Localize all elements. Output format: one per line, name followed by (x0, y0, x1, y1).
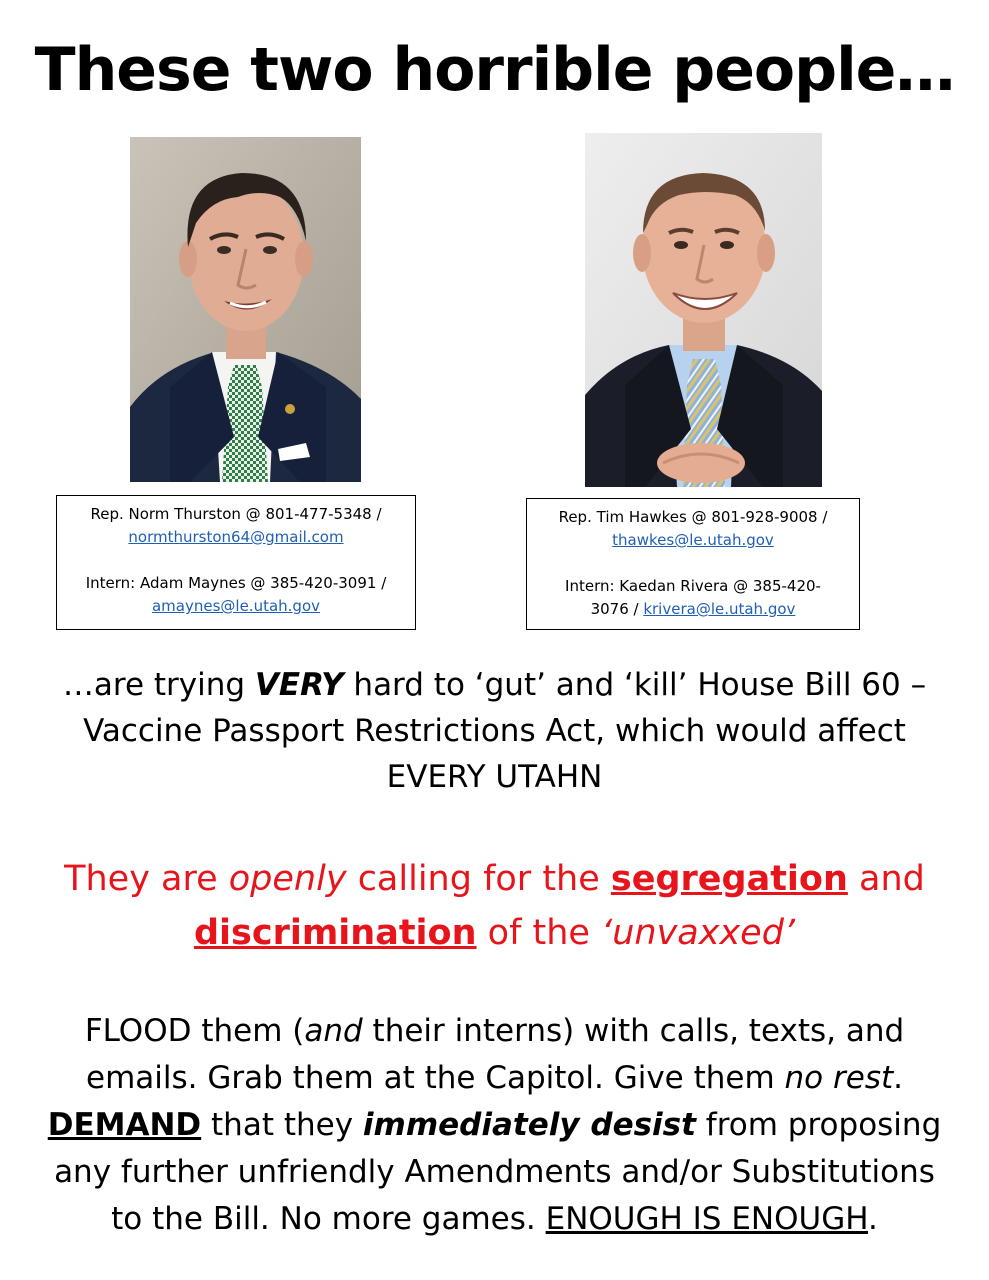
emphasis-immediately-desist: immediately desist (362, 1107, 696, 1143)
emphasis-unvaxxed: ‘unvaxxed’ (601, 913, 796, 953)
intern-contact-line: Intern: Adam Maynes @ 385-420-3091 / (85, 574, 387, 592)
headline: These two horrible people… (34, 35, 955, 105)
text-run: . (893, 1060, 903, 1096)
emphasis-demand: DEMAND (47, 1107, 202, 1143)
segregation-statement (20, 852, 969, 960)
text-run: FLOOD them ( (84, 1013, 305, 1049)
emphasis-openly: openly (228, 859, 347, 899)
intern-contact-line-2: 3076 / (590, 600, 644, 618)
portrait-tim-hawkes (585, 133, 822, 487)
text-run: EVERY UTAHN (386, 759, 603, 795)
text-run: from proposing (695, 1107, 942, 1143)
rep-contact-line: Rep. Norm Thurston @ 801-477-5348 / (90, 505, 382, 523)
intern-contact-line: Intern: Kaedan Rivera @ 385-420- (565, 577, 821, 595)
text-run: calling for the (346, 859, 611, 899)
contact-box-hawkes (526, 498, 860, 630)
text-run: that they (201, 1107, 363, 1143)
contact-box-thurston (56, 495, 416, 630)
text-run: …are trying (62, 667, 255, 703)
text-run: . (868, 1201, 878, 1237)
text-run: hard to ‘gut’ and ‘kill’ House Bill 60 – (343, 667, 927, 703)
text-run: They are (64, 859, 229, 899)
text-run: any further unfriendly Amendments and/or Substitutions (54, 1154, 935, 1190)
text-run: of the (476, 913, 602, 953)
emphasis-and: and (304, 1013, 363, 1049)
rep-email-link[interactable]: thawkes@le.utah.gov (612, 531, 774, 549)
rep-contact-line: Rep. Tim Hawkes @ 801-928-9008 / (558, 508, 828, 526)
emphasis-discrimination: discrimination (193, 913, 477, 953)
intern-email-link[interactable]: krivera@le.utah.gov (643, 600, 796, 618)
text-run: emails. Grab them at the Capitol. Give them (86, 1060, 785, 1096)
emphasis-no-rest: no rest (784, 1060, 894, 1096)
rep-email-link[interactable]: normthurston64@gmail.com (128, 528, 344, 546)
emphasis-very: VERY (254, 667, 344, 703)
text-run: Vaccine Passport Restrictions Act, which would affect (83, 713, 906, 749)
text-run: and (847, 859, 925, 899)
emphasis-segregation: segregation (610, 859, 848, 899)
emphasis-enough-is-enough: ENOUGH IS ENOUGH (545, 1201, 868, 1237)
portrait-norm-thurston (130, 137, 361, 482)
call-to-action (20, 1008, 969, 1243)
intern-email-link[interactable]: amaynes@le.utah.gov (151, 597, 321, 615)
text-run: to the Bill. No more games. (111, 1201, 546, 1237)
text-run: their interns) with calls, texts, and (362, 1013, 905, 1049)
bill-description (20, 662, 969, 800)
